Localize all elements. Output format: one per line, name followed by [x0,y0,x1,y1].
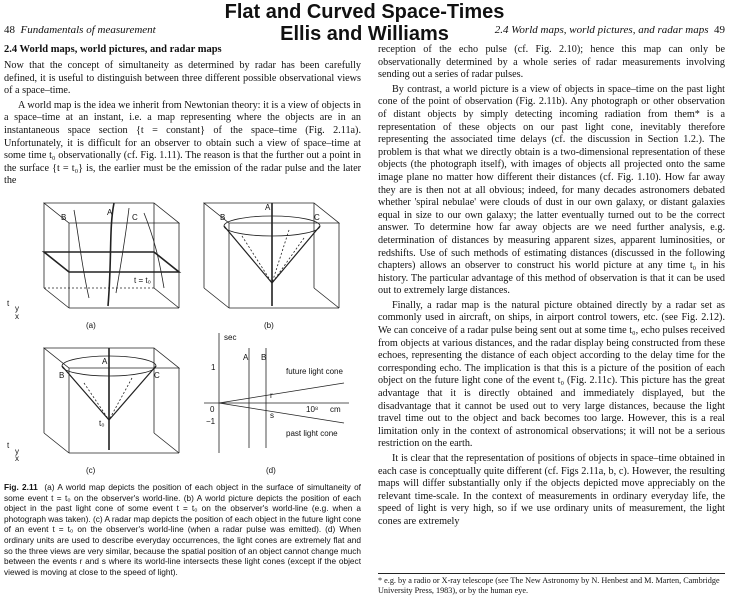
paragraph: Now that the concept of simultaneity as determined by radar has been carefully defined, it is useful to distinguish between three different possible observational views of a space–time. [4,60,361,97]
fig-d-s: s [270,411,274,420]
figure-2-11 [4,188,361,480]
fig-label-C: C [132,213,138,222]
caption-text: (a) A world map depicts the position of each object in the surface of simultaneity of some event t = t₀ on the observer's world-line. (b) A world picture depicts the position of each object in the past light cone of some event t = t₀ on the observer's world-line (e.g. when a photograph was taken). (c) A radar map depicts the position of each object in the future light cone of an event t = t₀ on the observer's world-line (when a radar pulse was emitted). (d) When ordinary units are used to describe everyday occurrences, the light cones are extremely flat and so the three views are very similar, because the spatial position of an object cannot change much between the events r and s where its world-line intersects these light cones (except if the object viewed is moving at close to the speed of light). [4,482,361,577]
figure-caption [4,482,361,577]
panel-label-a: (a) [86,321,96,330]
fig-d-tick-x: 10⁸ [306,405,319,414]
right-page-number: 49 [714,24,725,36]
panel-label-b: (b) [264,321,274,330]
fig-d-origin: 0 [210,405,215,414]
fig-label-B: B [261,353,267,362]
left-running-head [4,24,156,36]
left-running-title: Fundamentals of measurement [20,24,156,36]
fig-label-A: A [265,203,271,212]
footnote-divider [378,573,725,574]
fig-label-A: A [107,208,113,217]
fig-t-label: t [7,441,10,450]
book-authors: Ellis and Williams [280,23,449,45]
fig-x-label: x [15,312,19,321]
footnote: * e.g. by a radio or X-ray telescope (see The New Astronomy by N. Henbest and M. Marten, Cambridge University Press, 1983), or by the human eye. [378,576,720,595]
fig-label-C: C [154,371,160,380]
panel-c-diagram [44,348,179,453]
fig-label-B: B [61,213,67,222]
left-body-text [4,60,361,188]
fig-d-tick-pos: 1 [211,363,216,372]
fig-d-tick-neg: −1 [206,417,216,426]
fig-label-B: B [59,371,65,380]
paragraph: By contrast, a world picture is a view of objects in space–time on the past light cone of the point of observation (Fig. 2.11b). Any photograph or other observation of distant objects by simply detecting incoming radiation from them* is a representation of these objects on our past light cone, inevitably therefore representing the associated time delays (cf. the discussion in Section 1.2.). The problem is that what we directly obtain is a two-dimensional representation of these objects (the photograph itself), with images of objects all projected onto the same image plane no matter how different their distances (cf. Fig. 1.10). How far away they are is then not at all obvious; indeed, for many decades astronomers debated whether 'spiral nebulae' were clouds of dust in our own galaxy, or distant galaxies equal in size to our own galaxy; the latter eventually turned out to be the correct answer. To determine how far away objects are we need further analysis, e.g. determination of distances by measuring apparent sizes, apparent luminosities, or redshifts. Use of such methods of estimating distances (discussed in the following chapters) allows an observer to construct his world picture at any time t₀ in his history. The particular advantage of this method of observation is that it can be used out to extremely large distances. [378,83,725,297]
fig-d-sec: sec [224,333,237,342]
panel-label-d: (d) [266,466,276,475]
fig-y-label: y [15,304,19,313]
fig-d-r: r [270,391,273,400]
right-body-text [378,44,725,529]
fig-x-label: x [15,454,19,463]
right-running-head [374,24,725,36]
panel-label-c: (c) [86,466,96,475]
right-running-title: 2.4 World maps, world pictures, and radar maps [494,24,709,36]
paragraph: A world map is the idea we inherit from Newtonian theory: it is a view of objects in a space–time at an instant, i.e. a map representing where the objects are in an instantaneous space section {t = constant} of the space–time (Fig. 2.11a). Unfortunately, it is difficult for an observer to obtain such a view of space–time at some time t₀ observationally (cf. Fig. 1.11). The reason is that the further out a point in the surface {t = t₀} is, the earlier must be the emission of the radar pulse and the later the [4,99,361,187]
paragraph: Finally, a radar map is the natural picture obtained directly by a radar set as commonly used in aircraft, on ships, in airport control towers, etc. (see Fig. 2.12). We can conceive of a radar pulse being sent out at some time t₀, echo pulses received from objects at various distances, and the radar display being constructed from these echoes, representing the distance of each object according to the delay time for the corresponding echo. The implication is that this is a picture of the position of each object on the future light cone of the event t₀ (Fig. 2.11c). This picture has the great advantage that it is directly obtained and immediately displayed, but the disadvantage that it cannot be used out to very large distances, because the light travel time out to the object and back becomes too large. However, this is a real limitation only in the context of astronomical observations; it will not be a serious restriction on the earth. [378,299,725,450]
fig-plane-label: t = t₀ [134,276,151,285]
paragraph: reception of the echo pulse (cf. Fig. 2.10); hence this map can only be observationally determined by a whole series of radar measurements involving sending out a series of radar pulses. [378,44,725,81]
fig-label-C: C [314,213,320,222]
fig-d-cm: cm [330,405,341,414]
book-title: Flat and Curved Space-Times [224,1,505,23]
paragraph: It is clear that the representation of positions of objects in space–time obtained in each case is conceptually quite different (cf. Figs 2.11a, b, c). However, the resulting maps will differ substantially only if the objects depicted move appreciably on the relevant time-scale. In the context of measurements in ordinary everyday life, the speed of light is very high, so if we use ordinary units of measurement, the light cones are extremely [378,453,725,527]
fig-t-label: t [7,299,10,308]
fig-y-label: y [15,447,19,456]
left-page-number: 48 [4,24,15,36]
fig-d-future: future light cone [286,367,343,376]
fig-d-past: past light cone [286,429,338,438]
section-heading: 2.4 World maps, world pictures, and radar maps [4,44,222,55]
fig-t0-label: t₀ [99,419,105,428]
fig-label-A: A [243,353,249,362]
caption-label: Fig. 2.11 [4,482,38,492]
fig-label-B: B [220,213,226,222]
fig-label-A: A [102,357,108,366]
